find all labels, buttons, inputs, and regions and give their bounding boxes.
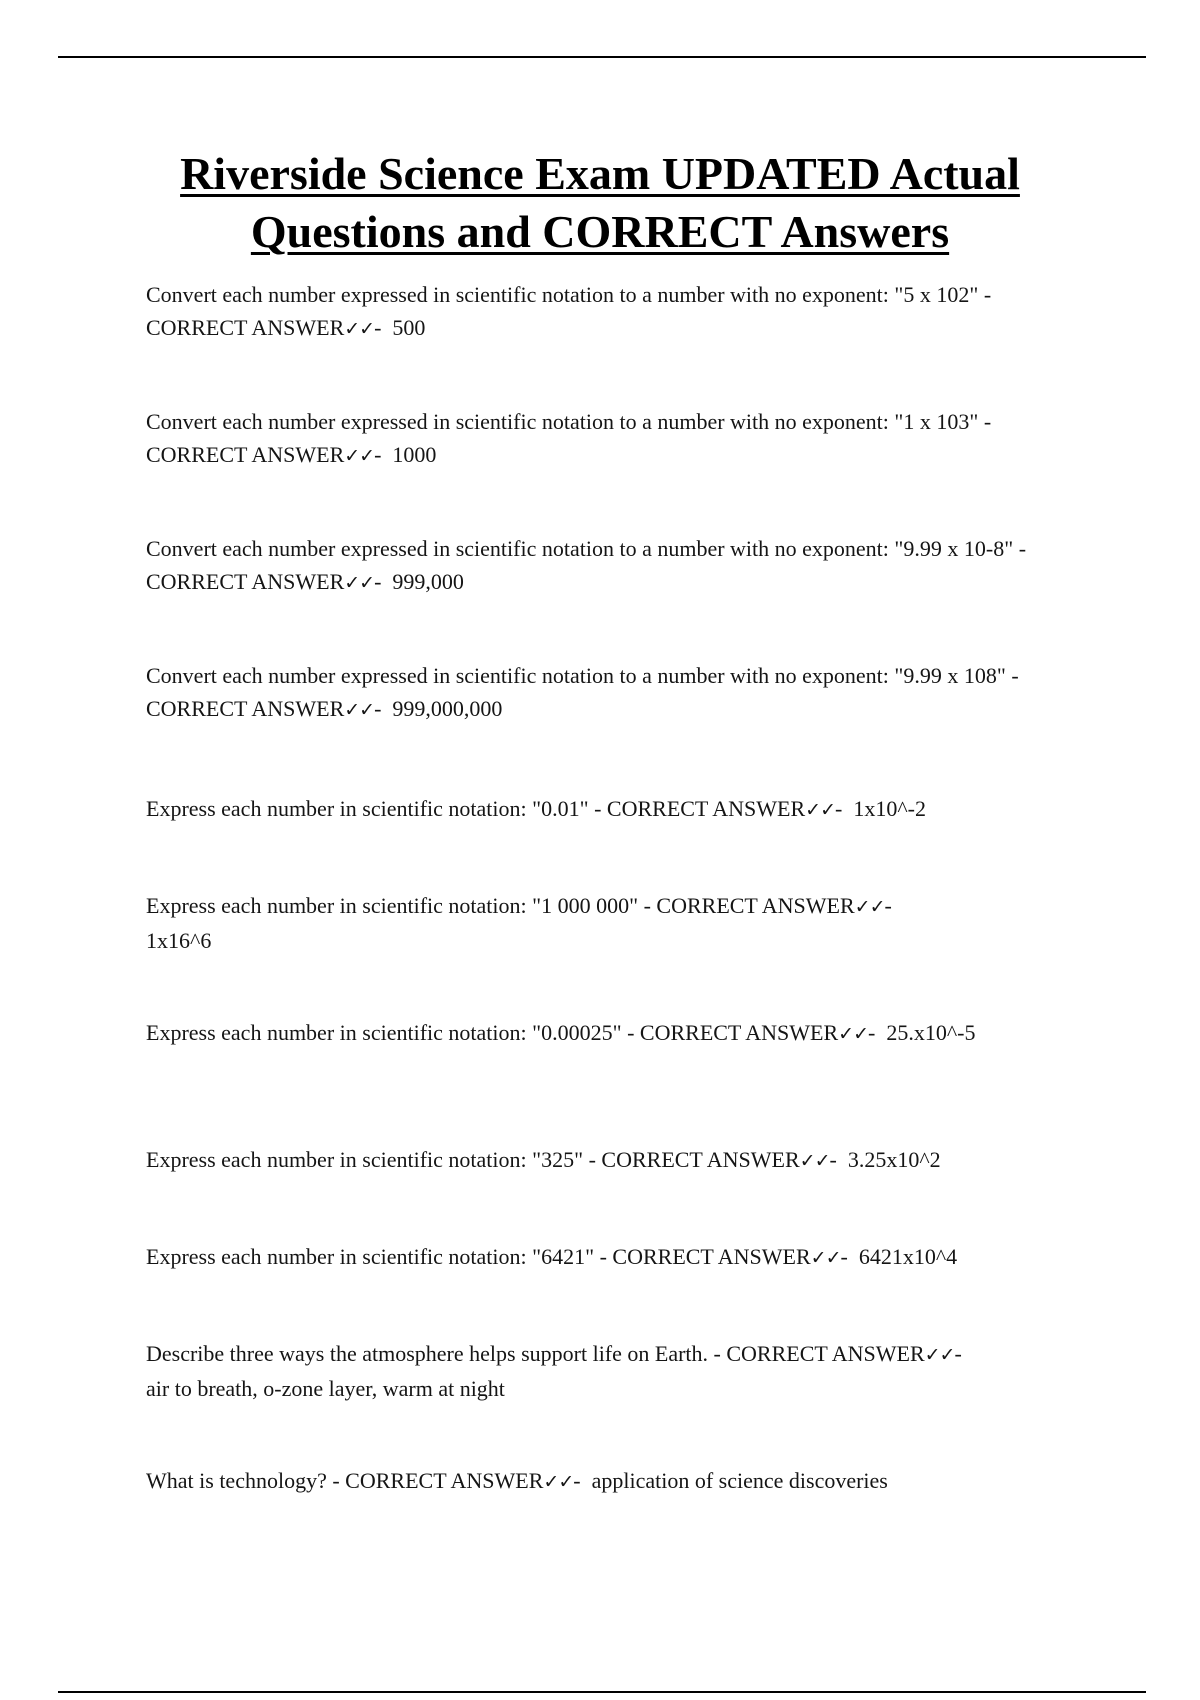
checkmark-icon: ✓✓ xyxy=(344,318,375,340)
answer-text: 25.x10^-5 xyxy=(886,1020,976,1045)
question-text: Convert each number expressed in scientific notation to a number with no exponent: "5 x 102" xyxy=(146,282,979,307)
qa-item-3: Convert each number expressed in scientific notation to a number with no exponent: "9.99 x 10-8" - CORRECT ANSWER✓✓- 999,000 xyxy=(146,536,1027,594)
checkmark-icon: ✓✓ xyxy=(838,1023,868,1045)
answer-label: CORRECT ANSWER xyxy=(601,1147,800,1172)
qa-item-5: Express each number in scientific notation: "0.01" - CORRECT ANSWER✓✓- 1x10^-2 xyxy=(146,796,926,821)
checkmark-icon: ✓✓ xyxy=(344,699,375,721)
checkmark-icon: ✓✓ xyxy=(344,572,375,594)
answer-label: CORRECT ANSWER xyxy=(146,696,345,721)
qa-item-8: Express each number in scientific notation: "325" - CORRECT ANSWER✓✓- 3.25x10^2 xyxy=(146,1147,941,1172)
answer-label: CORRECT ANSWER xyxy=(606,796,806,821)
answer-text: 999,000 xyxy=(392,569,464,594)
answer-text: 1000 xyxy=(392,442,437,467)
question-text: Convert each number expressed in scientific notation to a number with no exponent: "9.99 x 10-8" xyxy=(146,536,1014,561)
qa-item-11: What is technology? - CORRECT ANSWER✓✓- application of science discoveries xyxy=(146,1468,888,1493)
answer-text: air to breath, o-zone layer, warm at night xyxy=(146,1376,505,1401)
qa-item-10: Describe three ways the atmosphere helps support life on Earth. - CORRECT ANSWER✓✓- air to breath, o-zone layer, warm at night xyxy=(146,1341,962,1401)
question-text: Convert each number expressed in scientific notation to a number with no exponent: "1 x 103" xyxy=(146,409,979,434)
header-rule xyxy=(58,56,1146,58)
qa-item-7: Express each number in scientific notation: "0.00025" - CORRECT ANSWER✓✓- 25.x10^-5 xyxy=(146,1020,976,1045)
question-text: Describe three ways the atmosphere helps support life on Earth. xyxy=(146,1341,709,1366)
document-title-text: Riverside Science Exam UPDATED Actual Questions and CORRECT Answers xyxy=(180,148,1020,257)
answer-label: CORRECT ANSWER xyxy=(345,1468,544,1493)
answer-text: 500 xyxy=(392,315,426,340)
footer-rule xyxy=(58,1691,1146,1693)
answer-label: CORRECT ANSWER xyxy=(726,1341,925,1366)
checkmark-icon: ✓✓ xyxy=(543,1471,574,1493)
checkmark-icon: ✓✓ xyxy=(810,1247,841,1269)
answer-text: 1x10^-2 xyxy=(853,796,926,821)
question-text: Express each number in scientific notation: "0.01" xyxy=(146,796,589,821)
answer-text: application of science discoveries xyxy=(591,1468,888,1493)
answer-text: 1x16^6 xyxy=(146,928,212,953)
qa-item-4: Convert each number expressed in scientific notation to a number with no exponent: "9.99 x 108" - CORRECT ANSWER✓✓- 999,000,000 xyxy=(146,663,1019,721)
answer-label: CORRECT ANSWER xyxy=(612,1244,811,1269)
answer-label: CORRECT ANSWER xyxy=(146,315,345,340)
checkmark-icon: ✓✓ xyxy=(344,445,375,467)
answer-text: 6421x10^4 xyxy=(858,1244,958,1269)
qa-item-6: Express each number in scientific notation: "1 000 000" - CORRECT ANSWER✓✓- 1x16^6 xyxy=(146,893,892,953)
checkmark-icon: ✓✓ xyxy=(805,799,835,821)
answer-text: 3.25x10^2 xyxy=(847,1147,941,1172)
question-text: What is technology? xyxy=(146,1468,327,1493)
question-text: Express each number in scientific notation: "325" xyxy=(146,1147,584,1172)
qa-item-9: Express each number in scientific notation: "6421" - CORRECT ANSWER✓✓- 6421x10^4 xyxy=(146,1244,958,1269)
question-text: Convert each number expressed in scientific notation to a number with no exponent: "9.99 x 108" xyxy=(146,663,1006,688)
answer-label: CORRECT ANSWER xyxy=(639,1020,839,1045)
checkmark-icon: ✓✓ xyxy=(854,896,885,918)
question-text: Express each number in scientific notation: "6421" xyxy=(146,1244,595,1269)
qa-item-2: Convert each number expressed in scientific notation to a number with no exponent: "1 x 103" - CORRECT ANSWER✓✓- 1000 xyxy=(146,409,992,467)
question-text: Express each number in scientific notation: "0.00025" xyxy=(146,1020,622,1045)
checkmark-icon: ✓✓ xyxy=(799,1150,830,1172)
checkmark-icon: ✓✓ xyxy=(924,1344,955,1366)
document-title xyxy=(100,145,1100,261)
answer-text: 999,000,000 xyxy=(392,696,503,721)
qa-item-1: Convert each number expressed in scientific notation to a number with no exponent: "5 x 102" - CORRECT ANSWER✓✓- 500 xyxy=(146,282,992,340)
answer-label: CORRECT ANSWER xyxy=(656,893,855,918)
question-text: Express each number in scientific notation: "1 000 000" xyxy=(146,893,639,918)
answer-label: CORRECT ANSWER xyxy=(146,569,345,594)
answer-label: CORRECT ANSWER xyxy=(146,442,345,467)
